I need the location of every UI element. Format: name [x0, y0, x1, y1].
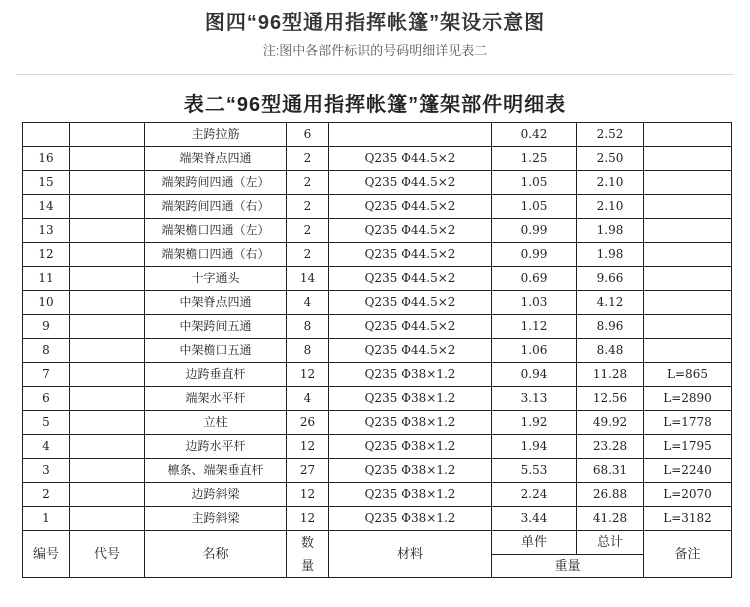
cell-code [70, 147, 145, 171]
cell-name: 檩条、端架垂直杆 [145, 459, 287, 483]
cell-no [23, 123, 70, 147]
figure-note: 注:图中各部件标识的号码明细详见表二 [262, 43, 488, 58]
cell-note [644, 123, 732, 147]
cell-name: 端架檐口四通（左） [145, 219, 287, 243]
cell-total-weight: 12.56 [577, 387, 644, 411]
cell-unit-weight: 1.03 [492, 291, 577, 315]
table-row [23, 411, 732, 435]
cell-unit-weight: 1.25 [492, 147, 577, 171]
cell-code [70, 435, 145, 459]
cell-unit-weight: 3.13 [492, 387, 577, 411]
table-title: 表二“96型通用指挥帐篷”篷架部件明细表 [183, 94, 567, 116]
cell-note [644, 267, 732, 291]
cell-unit-weight: 1.05 [492, 171, 577, 195]
cell-name: 主跨斜梁 [145, 507, 287, 531]
cell-code [70, 123, 145, 147]
cell-code [70, 267, 145, 291]
header-qty-line1: 数 [300, 535, 314, 550]
table-row [23, 219, 732, 243]
cell-total-weight: 11.28 [577, 363, 644, 387]
cell-note: L=2890 [644, 387, 732, 411]
cell-total-weight: 4.12 [577, 291, 644, 315]
header-name: 名称 [145, 531, 287, 578]
figure-title: 图四“96型通用指挥帐篷”架设示意图 [204, 12, 546, 34]
cell-qty: 2 [287, 219, 329, 243]
cell-total-weight: 49.92 [577, 411, 644, 435]
cell-note: L=2240 [644, 459, 732, 483]
cell-qty: 12 [287, 507, 329, 531]
cell-code [70, 507, 145, 531]
cell-total-weight: 68.31 [577, 459, 644, 483]
cell-qty: 8 [287, 315, 329, 339]
cell-no: 7 [23, 363, 70, 387]
cell-no: 14 [23, 195, 70, 219]
table-row [23, 171, 732, 195]
cell-qty: 2 [287, 171, 329, 195]
header-qty-line2: 量 [300, 558, 314, 573]
cell-material: Q235 Φ44.5×2 [329, 147, 492, 171]
cell-unit-weight: 0.42 [492, 123, 577, 147]
cell-qty: 12 [287, 363, 329, 387]
cell-total-weight: 2.10 [577, 195, 644, 219]
cell-name: 边跨水平杆 [145, 435, 287, 459]
table-row [23, 339, 732, 363]
cell-total-weight: 8.48 [577, 339, 644, 363]
cell-note: L=3182 [644, 507, 732, 531]
table-row [23, 483, 732, 507]
cell-unit-weight: 2.24 [492, 483, 577, 507]
cell-total-weight: 1.98 [577, 243, 644, 267]
table-row [23, 291, 732, 315]
header-qty [287, 531, 329, 578]
cell-qty: 2 [287, 147, 329, 171]
cell-no: 6 [23, 387, 70, 411]
cell-no: 5 [23, 411, 70, 435]
cell-unit-weight: 1.05 [492, 195, 577, 219]
cell-no: 15 [23, 171, 70, 195]
cell-name: 立柱 [145, 411, 287, 435]
cell-code [70, 219, 145, 243]
cell-total-weight: 23.28 [577, 435, 644, 459]
cell-name: 中架脊点四通 [145, 291, 287, 315]
cell-unit-weight: 0.94 [492, 363, 577, 387]
cell-no: 9 [23, 315, 70, 339]
cell-code [70, 459, 145, 483]
cell-note: L=1778 [644, 411, 732, 435]
cell-note: L=865 [644, 363, 732, 387]
cell-name: 边跨斜梁 [145, 483, 287, 507]
cell-unit-weight: 3.44 [492, 507, 577, 531]
cell-code [70, 483, 145, 507]
table-body [23, 123, 732, 531]
header-code: 代号 [70, 531, 145, 578]
cell-name: 端架檐口四通（右） [145, 243, 287, 267]
cell-name: 中架檐口五通 [145, 339, 287, 363]
header-note: 备注 [644, 531, 732, 578]
header-unit: 单件 [492, 531, 577, 555]
cell-qty: 14 [287, 267, 329, 291]
cell-unit-weight: 1.06 [492, 339, 577, 363]
cell-total-weight: 2.52 [577, 123, 644, 147]
divider [16, 74, 734, 75]
cell-name: 端架跨间四通（左） [145, 171, 287, 195]
cell-unit-weight: 0.69 [492, 267, 577, 291]
cell-note [644, 315, 732, 339]
cell-qty: 8 [287, 339, 329, 363]
cell-name: 端架水平杆 [145, 387, 287, 411]
cell-no: 13 [23, 219, 70, 243]
cell-no: 1 [23, 507, 70, 531]
cell-material: Q235 Φ38×1.2 [329, 411, 492, 435]
cell-qty: 6 [287, 123, 329, 147]
table-row [23, 195, 732, 219]
cell-qty: 4 [287, 387, 329, 411]
cell-material: Q235 Φ38×1.2 [329, 459, 492, 483]
cell-qty: 2 [287, 195, 329, 219]
cell-name: 端架脊点四通 [145, 147, 287, 171]
cell-material [329, 123, 492, 147]
cell-qty: 12 [287, 435, 329, 459]
cell-no: 3 [23, 459, 70, 483]
cell-total-weight: 2.50 [577, 147, 644, 171]
table-row [23, 459, 732, 483]
cell-no: 12 [23, 243, 70, 267]
cell-material: Q235 Φ38×1.2 [329, 363, 492, 387]
cell-no: 8 [23, 339, 70, 363]
cell-material: Q235 Φ44.5×2 [329, 219, 492, 243]
cell-unit-weight: 0.99 [492, 219, 577, 243]
cell-note: L=1795 [644, 435, 732, 459]
cell-unit-weight: 5.53 [492, 459, 577, 483]
cell-code [70, 171, 145, 195]
table-row [23, 123, 732, 147]
table-row [23, 507, 732, 531]
cell-total-weight: 41.28 [577, 507, 644, 531]
header-no: 编号 [23, 531, 70, 578]
header-material: 材料 [329, 531, 492, 578]
cell-note [644, 147, 732, 171]
cell-note [644, 291, 732, 315]
cell-note [644, 195, 732, 219]
table-row [23, 363, 732, 387]
cell-code [70, 411, 145, 435]
cell-note [644, 339, 732, 363]
cell-qty: 2 [287, 243, 329, 267]
cell-name: 十字通头 [145, 267, 287, 291]
table-row [23, 435, 732, 459]
cell-qty: 12 [287, 483, 329, 507]
cell-no: 16 [23, 147, 70, 171]
cell-material: Q235 Φ38×1.2 [329, 435, 492, 459]
cell-total-weight: 2.10 [577, 171, 644, 195]
cell-total-weight: 9.66 [577, 267, 644, 291]
cell-material: Q235 Φ38×1.2 [329, 507, 492, 531]
cell-code [70, 315, 145, 339]
cell-no: 2 [23, 483, 70, 507]
cell-note [644, 219, 732, 243]
cell-note [644, 171, 732, 195]
cell-name: 主跨拉筋 [145, 123, 287, 147]
parts-table [22, 122, 732, 578]
cell-total-weight: 1.98 [577, 219, 644, 243]
cell-code [70, 363, 145, 387]
cell-qty: 4 [287, 291, 329, 315]
cell-code [70, 387, 145, 411]
cell-material: Q235 Φ44.5×2 [329, 267, 492, 291]
table-row [23, 243, 732, 267]
cell-note: L=2070 [644, 483, 732, 507]
cell-material: Q235 Φ38×1.2 [329, 387, 492, 411]
cell-code [70, 339, 145, 363]
header-total: 总计 [577, 531, 644, 555]
cell-unit-weight: 0.99 [492, 243, 577, 267]
cell-qty: 27 [287, 459, 329, 483]
table-row [23, 315, 732, 339]
cell-unit-weight: 1.94 [492, 435, 577, 459]
table-row [23, 147, 732, 171]
cell-unit-weight: 1.12 [492, 315, 577, 339]
cell-material: Q235 Φ44.5×2 [329, 315, 492, 339]
cell-material: Q235 Φ44.5×2 [329, 195, 492, 219]
table-header [23, 531, 732, 578]
header-weight: 重量 [492, 554, 644, 578]
cell-unit-weight: 1.92 [492, 411, 577, 435]
cell-name: 中架跨间五通 [145, 315, 287, 339]
cell-material: Q235 Φ44.5×2 [329, 291, 492, 315]
cell-total-weight: 26.88 [577, 483, 644, 507]
cell-material: Q235 Φ44.5×2 [329, 171, 492, 195]
cell-no: 4 [23, 435, 70, 459]
cell-material: Q235 Φ44.5×2 [329, 339, 492, 363]
cell-no: 11 [23, 267, 70, 291]
table-row [23, 267, 732, 291]
cell-no: 10 [23, 291, 70, 315]
cell-name: 边跨垂直杆 [145, 363, 287, 387]
cell-code [70, 195, 145, 219]
cell-note [644, 243, 732, 267]
cell-code [70, 291, 145, 315]
cell-total-weight: 8.96 [577, 315, 644, 339]
cell-name: 端架跨间四通（右） [145, 195, 287, 219]
cell-material: Q235 Φ38×1.2 [329, 483, 492, 507]
cell-qty: 26 [287, 411, 329, 435]
cell-material: Q235 Φ44.5×2 [329, 243, 492, 267]
table-row [23, 387, 732, 411]
cell-code [70, 243, 145, 267]
